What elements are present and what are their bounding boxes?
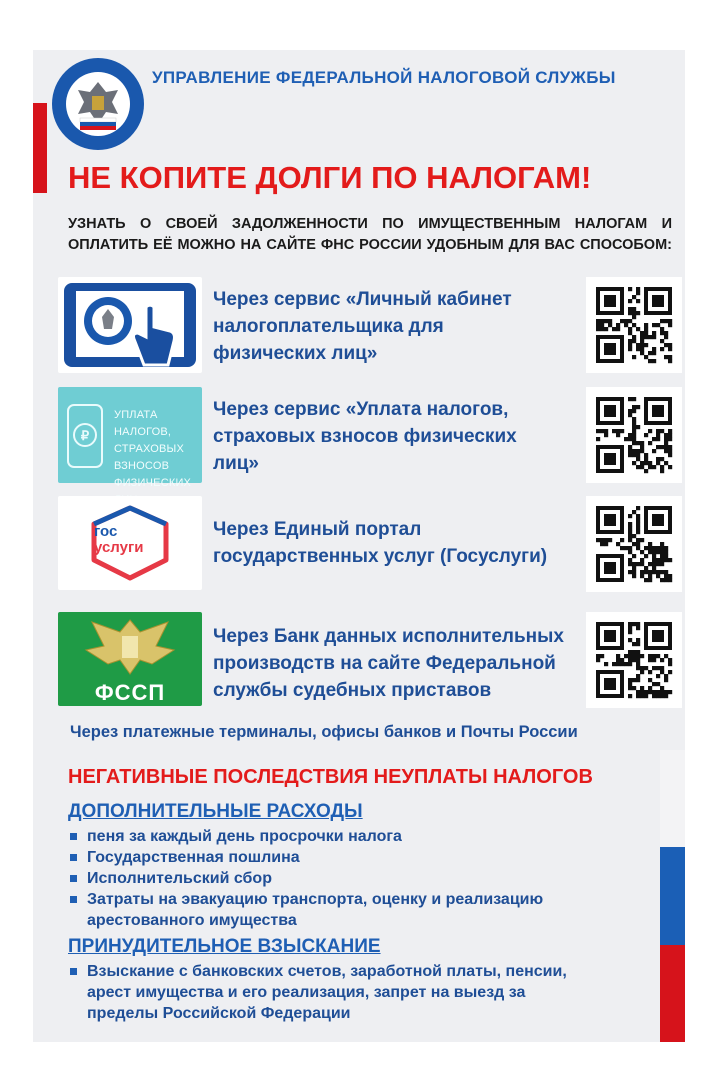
list-item-continuation: арестованного имущества [87, 912, 297, 929]
list-item: пеня за каждый день просрочки налога [68, 826, 543, 847]
list-item: Взыскание с банковских счетов, заработной платы, пенсии, арест имущества и его реализация, запрет на выезд за пределы Российской Федерации [68, 961, 567, 1024]
tile-text-line: УПЛАТА НАЛОГОВ, [114, 409, 172, 438]
qr-code-payment [586, 387, 682, 483]
fssp-label: ФССП [94, 680, 166, 705]
service-row-lk [58, 277, 686, 373]
forced-collection-list [68, 961, 567, 1024]
gosuslugi-logo-text-top: гос [94, 523, 118, 540]
service-text-fssp: Через Банк данных исполнительных производств на сайте Федеральной службы судебных приставов [213, 626, 564, 701]
agency-title: УПРАВЛЕНИЕ ФЕДЕРАЛЬНОЙ НАЛОГОВОЙ СЛУЖБЫ [152, 68, 616, 87]
tile-text-line: ФИЗИЧЕСКИХ [114, 477, 192, 489]
qr-code-fssp [586, 612, 682, 708]
tile-text-line: СТРАХОВЫХ ВЗНОСОВ [114, 443, 184, 472]
service-text-gosuslugi: Через Единый портал государственных услуг (Госуслуги) [213, 519, 548, 567]
service-text-lk: Через сервис «Личный кабинет налогоплательщика для физических лиц» [213, 289, 512, 364]
red-accent-bar [33, 103, 47, 193]
forced-collection-heading: ПРИНУДИТЕЛЬНОЕ ВЗЫСКАНИЕ [68, 936, 381, 957]
list-item: Государственная пошлина [68, 847, 543, 868]
fns-emblem-icon [52, 58, 144, 150]
gosuslugi-logo [58, 496, 202, 590]
extra-costs-heading: ДОПОЛНИТЕЛЬНЫЕ РАСХОДЫ [68, 801, 363, 822]
page-title: НЕ КОПИТЕ ДОЛГИ ПО НАЛОГАМ! [68, 160, 592, 195]
service-row-fssp [58, 612, 686, 708]
qr-code-gosuslugi [586, 496, 682, 592]
qr-code-lk [586, 277, 682, 373]
list-item: Исполнительский сбор [68, 868, 543, 889]
service-row-gosuslugi [58, 496, 686, 592]
tablet-touch-icon [58, 277, 202, 373]
gosuslugi-logo-text-bottom: услуги [94, 539, 144, 556]
consequences-title: НЕГАТИВНЫЕ ПОСЛЕДСТВИЯ НЕУПЛАТЫ НАЛОГОВ [68, 766, 593, 788]
fssp-emblem-icon [58, 612, 202, 706]
terminals-text: Через платежные терминалы, офисы банков и Почты России [70, 723, 578, 741]
flag-stripe [660, 750, 685, 1042]
phone-ruble-icon [58, 387, 202, 489]
extra-costs-list [68, 826, 543, 931]
svg-text:₽: ₽ [80, 428, 90, 443]
intro-text: УЗНАТЬ О СВОЕЙ ЗАДОЛЖЕННОСТИ ПО ИМУЩЕСТВЕННЫМ НАЛОГАМ И ОПЛАТИТЬ ЕЁ МОЖНО НА САЙТЕ ФНС РОССИИ УДОБНЫМ ДЛЯ ВАС СПОСОБОМ: [68, 216, 672, 253]
service-text-payment: Через сервис «Уплата налогов, страховых взносов физических лиц» [213, 399, 517, 474]
list-item: Затраты на эвакуацию транспорта, оценку и реализацию [68, 889, 543, 910]
service-row-payment [58, 387, 686, 489]
